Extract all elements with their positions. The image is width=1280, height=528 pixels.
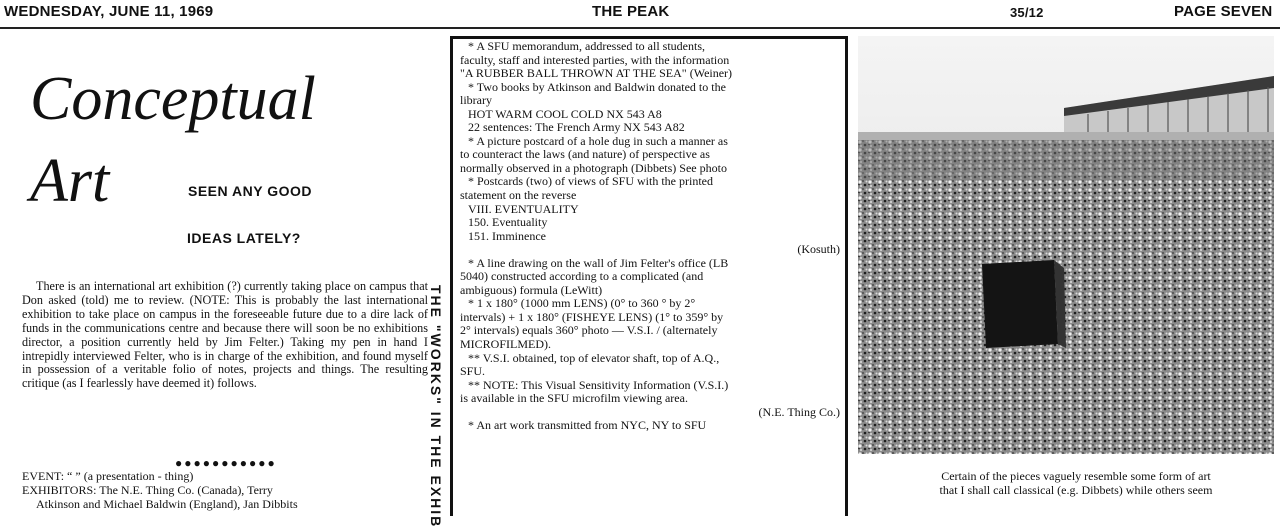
works-line: * A line drawing on the wall of Jim Felter's office (LB <box>468 255 729 270</box>
works-line: * An art work transmitted from NYC, NY to SFU <box>468 418 707 433</box>
works-line: MICROFILMED). <box>460 337 552 352</box>
works-line: intervals) + 1 x 180° (FISHEYE LENS) (1° to 359° by <box>460 309 724 324</box>
works-line: 22 sentences: The French Army NX 543 A82 <box>468 120 685 135</box>
photo-caption <box>880 470 1272 497</box>
header-date: WEDNESDAY, JUNE 11, 1969 <box>4 3 214 20</box>
works-line: "A RUBBER BALL THROWN AT THE SEA" (Weiner) <box>460 66 733 81</box>
article-subtitle-line2: IDEAS LATELY? <box>187 230 301 246</box>
works-line: 2° intervals) equals 360° photo — V.S.I. / (alternately <box>460 323 718 338</box>
exhibitors-line1: EXHIBITORS: The N.E. Thing Co. (Canada), Terry <box>22 483 273 497</box>
separator-dots: ●●●●●●●●●●● <box>175 456 277 470</box>
works-line: library <box>460 93 492 108</box>
campus-photo <box>858 36 1274 454</box>
article-subtitle-line1: SEEN ANY GOOD <box>188 183 312 199</box>
works-line: * Postcards (two) of views of SFU with the printed <box>468 174 713 189</box>
works-credit: (Kosuth) <box>797 242 840 257</box>
works-credit: (N.E. Thing Co.) <box>758 404 840 419</box>
header-issue: 35/12 <box>1010 5 1044 20</box>
works-line: is available in the SFU microfilm viewing area. <box>460 391 688 406</box>
event-line: EVENT: “ ” (a presentation - thing) <box>22 469 194 483</box>
header-paper-name: THE PEAK <box>592 3 670 20</box>
works-line: HOT WARM COOL COLD NX 543 A8 <box>468 106 662 121</box>
works-line: VIII. EVENTUALITY <box>468 201 579 216</box>
works-line: faculty, staff and interested parties, with the information <box>460 52 730 67</box>
photo-illustration <box>858 36 1274 454</box>
works-line: ** NOTE: This Visual Sensitivity Information (V.S.I.) <box>468 377 729 392</box>
article-body <box>22 280 428 391</box>
works-line: statement on the reverse <box>460 188 577 203</box>
caption-line: that I shall call classical (e.g. Dibbets) while others seem <box>939 482 1213 497</box>
works-line: * Two books by Atkinson and Baldwin donated to the <box>468 79 726 94</box>
works-line: 151. Imminence <box>468 228 546 243</box>
article-title-line2: Art <box>30 147 110 215</box>
works-list <box>460 40 840 433</box>
works-line: ambiguous) formula (LeWitt) <box>460 282 603 297</box>
works-line: to counteract the laws (and nature) of perspective as <box>460 147 710 162</box>
works-line: ** V.S.I. obtained, top of elevator shaft, top of A.Q., <box>468 350 720 365</box>
works-line: * A picture postcard of a hole dug in such a manner as <box>468 133 728 148</box>
works-line: * 1 x 180° (1000 mm LENS) (0° to 360 ° by 2° <box>468 296 696 311</box>
works-line: 5040) constructed according to a complicated (and <box>460 269 704 284</box>
caption-line: Certain of the pieces vaguely resemble some form of art <box>941 469 1211 483</box>
vertical-heading: THE "WORKS" IN THE EXHIB <box>428 285 444 528</box>
works-line: SFU. <box>460 364 486 379</box>
works-line: 150. Eventuality <box>468 215 548 230</box>
works-line: * A SFU memorandum, addressed to all students, <box>468 39 705 53</box>
article-paragraph: There is an international art exhibition (?) currently taking place on campus that Don asked (told) me to review. (NOTE: This is probably the last international exhibition to take place on campus in the foreseeable future due to a dire lack of funds in the communications centre and because there will soon be no exhibitions director, a position currently held by Jim Felter.) Taking my pen in hand I intrepidly interviewed Felter, who is in charge of the exhibition, and found myself in possession of a veritable folio of notes, projects and things. The resulting critique (as I fearlessly have deemed it) follows. <box>22 279 428 391</box>
exhibitors-line2: Atkinson and Michael Baldwin (England), Jan Dibbits <box>36 497 298 511</box>
works-line: normally observed in a photograph (Dibbets) See photo <box>460 160 727 175</box>
header-rule <box>0 27 1280 29</box>
header-page: PAGE SEVEN <box>1174 3 1273 20</box>
article-title-line1: Conceptual <box>30 65 316 133</box>
event-info <box>22 469 428 511</box>
